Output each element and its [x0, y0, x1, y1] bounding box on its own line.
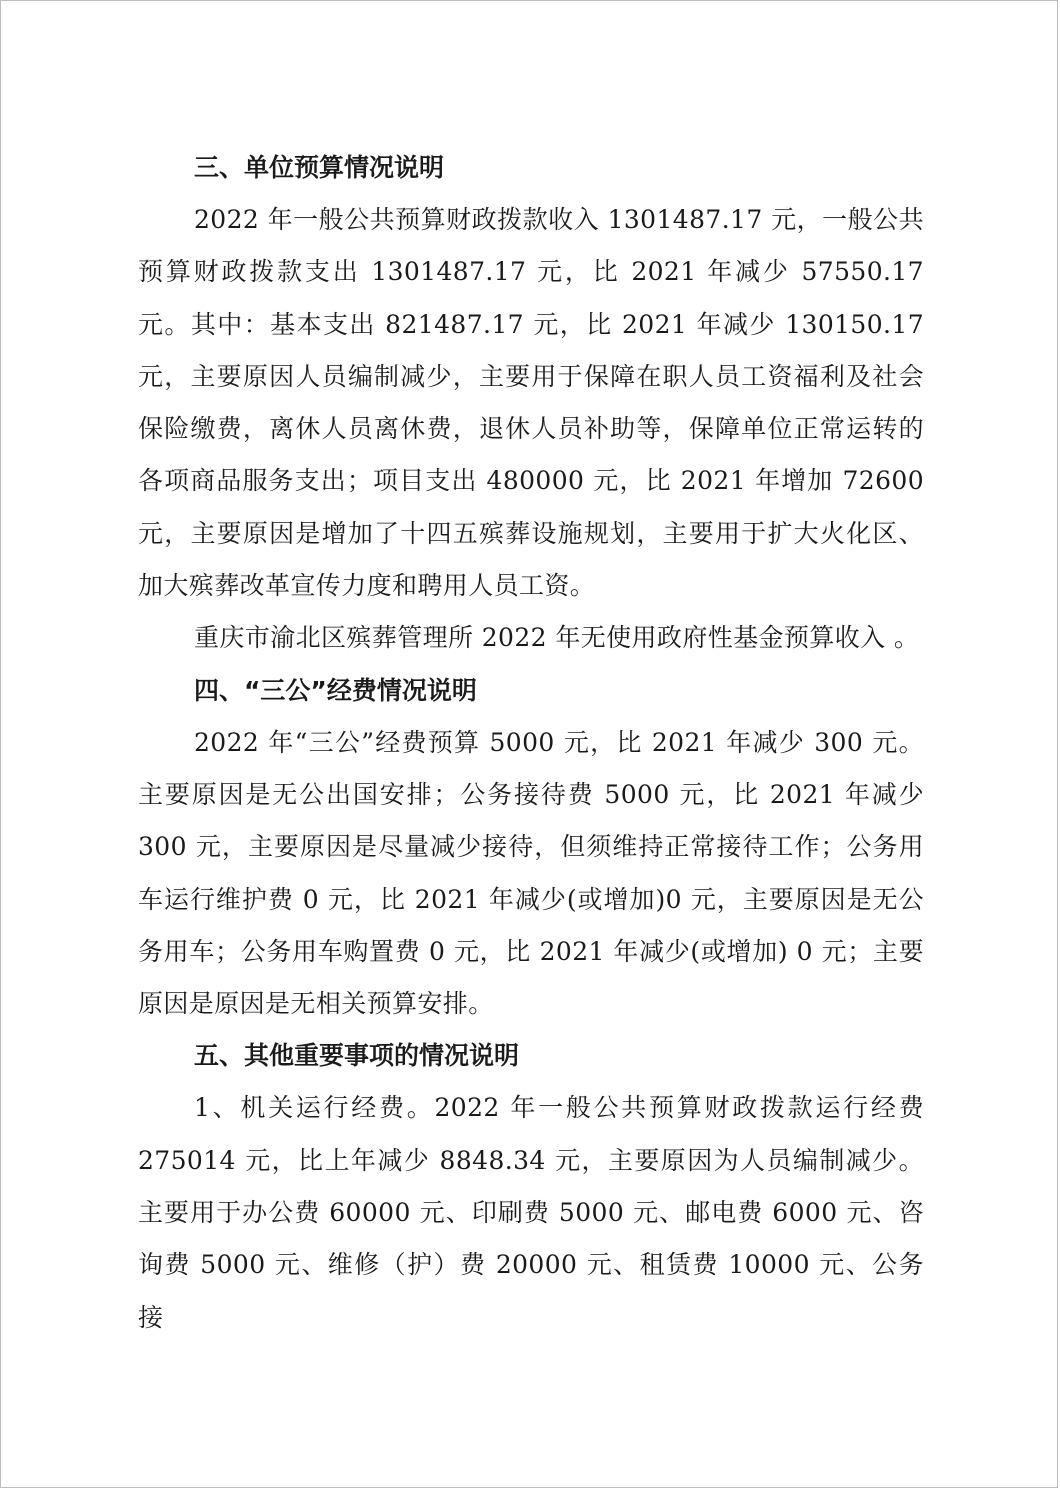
government-fund-paragraph: 重庆市渝北区殡葬管理所 2022 年无使用政府性基金预算收入 。 [194, 623, 920, 653]
section-heading-other-matters: 五、其他重要事项的情况说明 [194, 1041, 520, 1071]
three-public-paragraph: 2022 年“三公”经费预算 5000 元，比 2021 年减少 300 元。主要原因是无公出国安排；公务接待费 5000 元，比 2021 年减少 300 元，主要原因是尽量减少接待，但须维持正常接待工作；公务用车运行维护费 0 元，比 2021 年减少(或增加)0 元，主要原因是无公务用车；公务用车购置费 0 元，比 2021 年减少(或增加) 0 元；主要原因是原因是无相关预算安排。 [138, 727, 924, 1019]
section-heading-three-public: 四、“三公”经费情况说明 [194, 675, 477, 705]
section-heading-unit-budget: 三、单位预算情况说明 [194, 153, 445, 182]
unit-budget-paragraph: 2022 年一般公共预算财政拨款收入 1301487.17 元，一般公共预算财政拨款支出 1301487.17 元，比 2021 年减少 57550.17 元。其中：基本支出 821487.17 元，比 2021 年减少 130150.17 元，主要原因人员编制减少，主要用于保障在职人员工资福利及社会保险缴费，离休人员离休费，退休人员补助等，保障单位正常运转的各项商品服务支出；项目支出 480000 元，比 2021 年增加 72600 元，主要原因是增加了十四五殡葬设施规划，主要用于扩大火化区、加大殡葬改革宣传力度和聘用人员工资。 [138, 205, 924, 601]
document-body [138, 142, 924, 1344]
operating-expense-paragraph: 1、机关运行经费。2022 年一般公共预算财政拨款运行经费 275014 元，比上年减少 8848.34 元，主要原因为人员编制减少。主要用于办公费 60000 元、印刷费 5000 元、邮电费 6000 元、咨询费 5000 元、维修（护）费 20000 元、租赁费 10000 元、公务接 [138, 1093, 924, 1332]
